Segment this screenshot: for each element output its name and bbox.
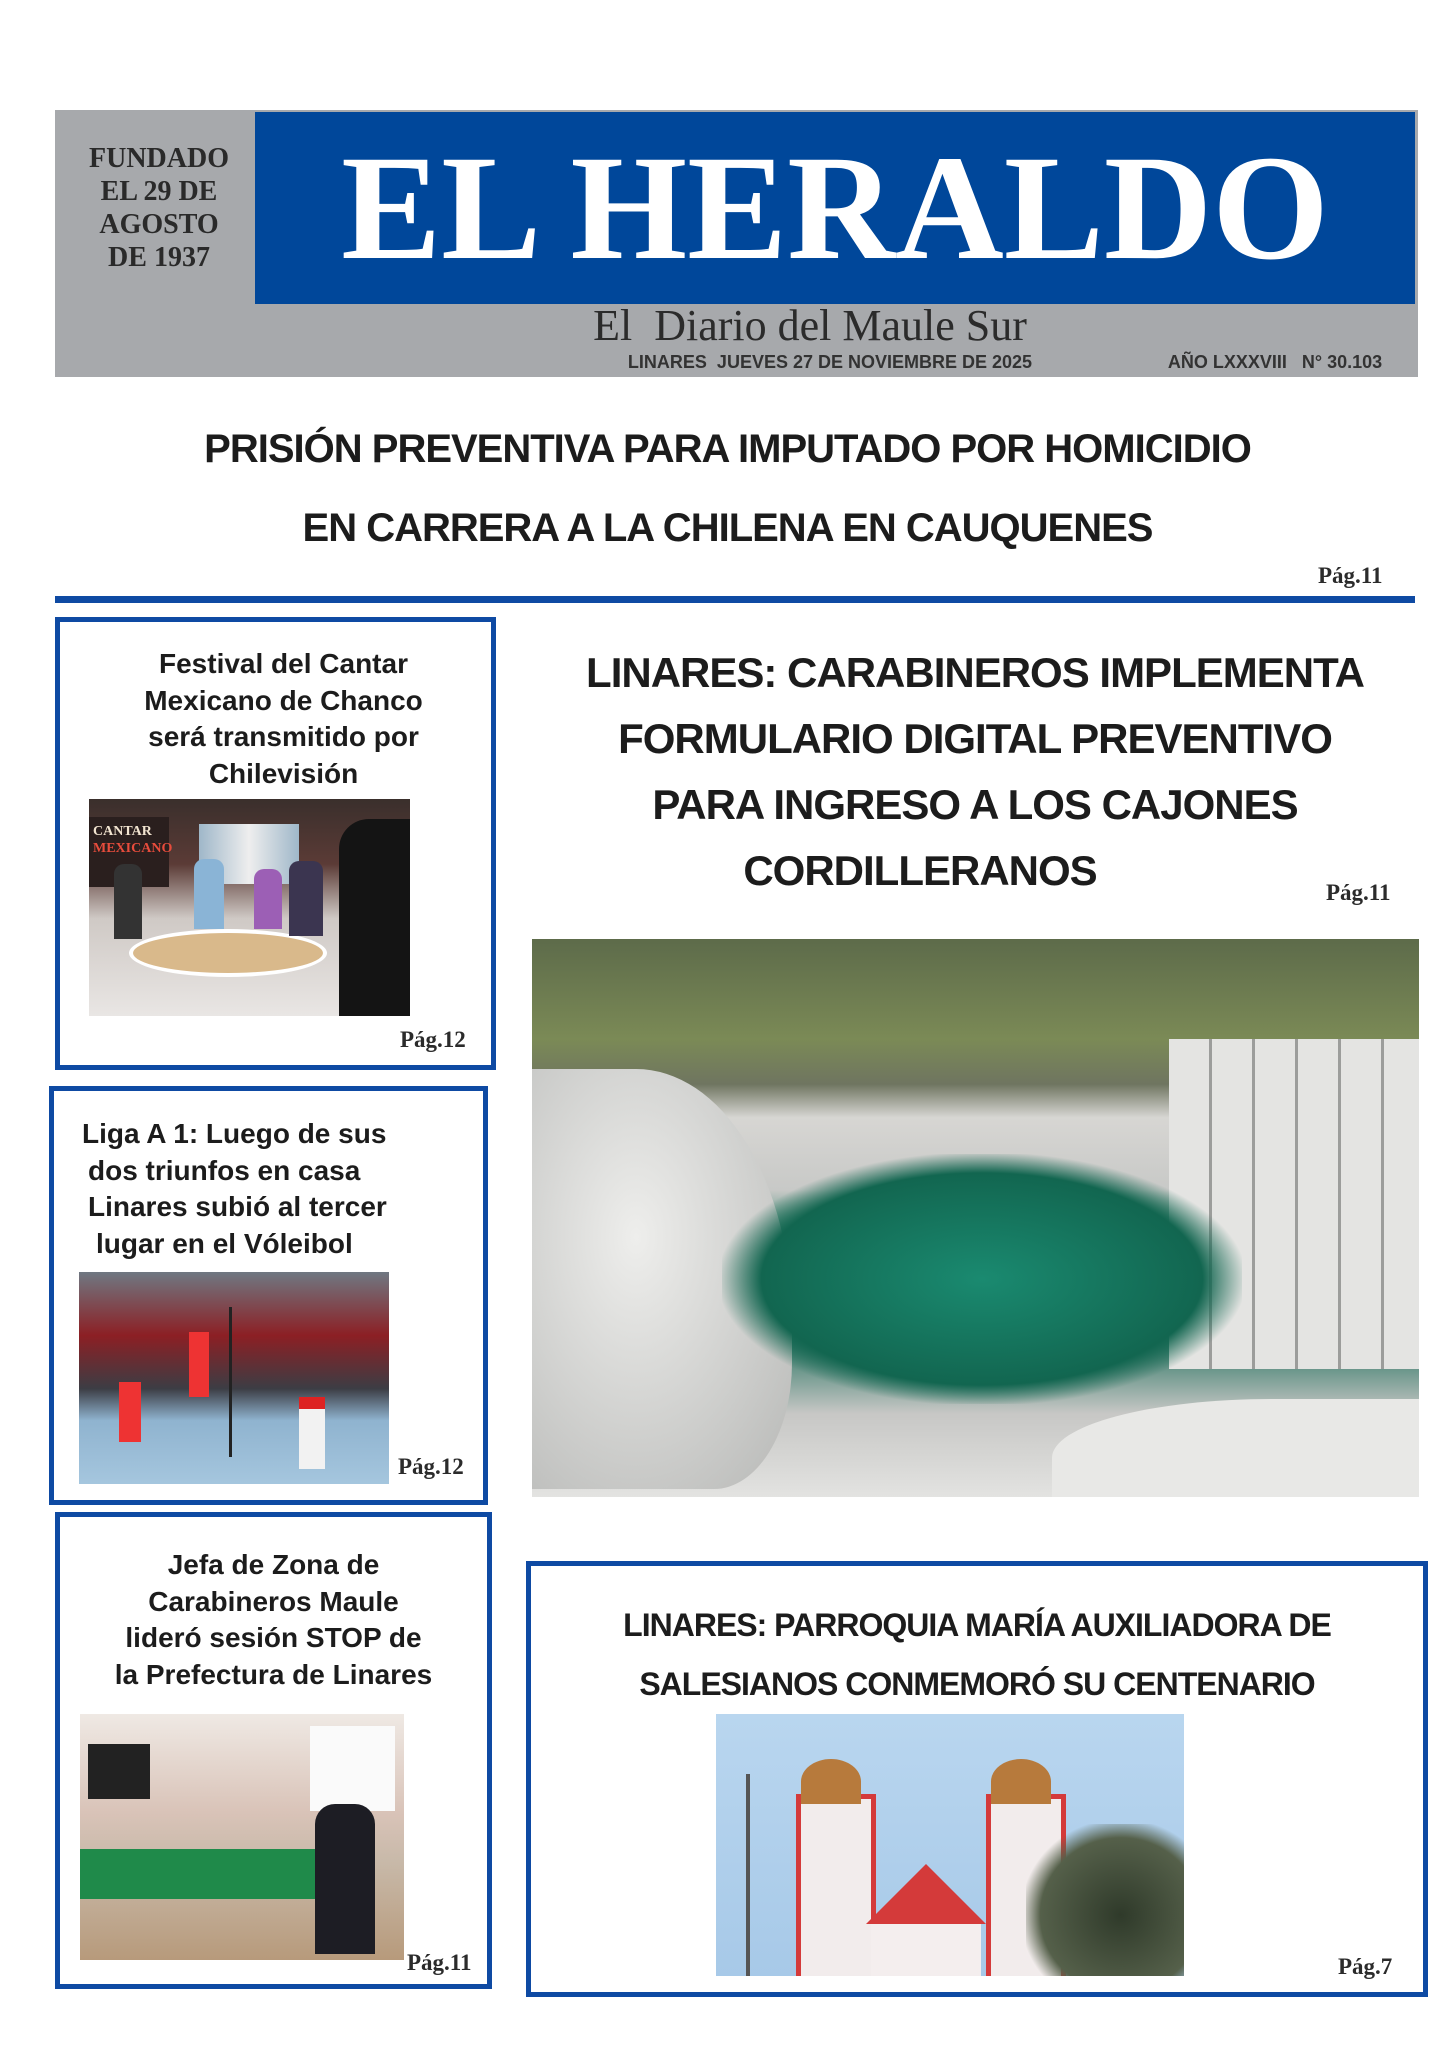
festival-logo: CANTAR MEXICANO: [93, 824, 173, 856]
sidebar-story-volleyball[interactable]: [49, 1086, 488, 1505]
church-story-headline: [531, 1596, 1423, 1714]
story-title-line: Chilevisión: [208, 757, 359, 789]
story-page: Pág.7: [1338, 1954, 1393, 1979]
lead-story-headline[interactable]: [40, 410, 1415, 568]
story-title-line: Linares subió al tercer: [88, 1191, 387, 1222]
story-title-line: Liga A 1: Luego de sus: [82, 1118, 387, 1149]
church-photo: [716, 1714, 1184, 1976]
newspaper-name: [255, 112, 1415, 304]
story-title-line: lugar en el Vóleibol: [96, 1227, 353, 1259]
headline-line: SALESIANOS CONMEMORÓ SU CENTENARIO: [639, 1666, 1315, 1702]
main-story-page: Pág.11: [1326, 880, 1391, 905]
founded-line: FUNDADO: [89, 143, 229, 174]
festival-photo: [89, 799, 410, 1016]
founded-line: EL 29 DE: [100, 176, 218, 207]
founded-line: DE 1937: [108, 242, 210, 273]
story-title-line: Festival del Cantar: [159, 648, 408, 679]
tagline: El Diario del Maule Sur: [593, 301, 1027, 350]
headline-line: FORMULARIO DIGITAL PREVENTIVO: [618, 715, 1332, 762]
story-title-line: Jefa de Zona de: [167, 1549, 380, 1580]
divider-rule: [55, 596, 1415, 603]
newspaper-name-text: EL HERALDO: [341, 125, 1329, 291]
founded-notice: [64, 142, 254, 274]
sidebar-story-festival[interactable]: [55, 617, 496, 1070]
story-title-line: la Prefectura de Linares: [114, 1658, 433, 1690]
story-page: Pág.12: [398, 1454, 464, 1479]
dateline: LINARES JUEVES 27 DE NOVIEMBRE DE 2025: [627, 352, 1033, 372]
story-title-line: será transmitido por: [148, 721, 419, 752]
headline-line: EN CARRERA A LA CHILENA EN CAUQUENES: [302, 506, 1153, 550]
river-canyon-photo: [532, 939, 1419, 1497]
headline-line: CORDILLERANOS: [743, 847, 1097, 894]
story-title-line: Carabineros Maule: [148, 1585, 399, 1617]
story-page: Pág.11: [407, 1950, 472, 1975]
headline-line: LINARES: PARROQUIA MARÍA AUXILIADORA DE: [623, 1607, 1331, 1643]
story-title-line: lideró sesión STOP de: [125, 1622, 422, 1653]
main-story-headline[interactable]: [520, 640, 1430, 904]
story-page: Pág.12: [400, 1027, 466, 1052]
meeting-photo: [80, 1714, 404, 1960]
church-story[interactable]: [526, 1561, 1428, 1997]
story-title-line: Mexicano de Chanco: [144, 684, 423, 716]
sidebar-story-carabineros[interactable]: [55, 1512, 492, 1989]
lead-story-page: Pág.11: [1318, 563, 1383, 588]
volleyball-photo: [79, 1272, 389, 1484]
story-title-line: dos triunfos en casa: [88, 1154, 361, 1186]
founded-line: AGOSTO: [99, 209, 219, 240]
headline-line: PARA INGRESO A LOS CAJONES: [652, 781, 1298, 828]
headline-line: LINARES: CARABINEROS IMPLEMENTA: [586, 649, 1364, 696]
issue-number: AÑO LXXXVIII N° 30.103: [1167, 352, 1383, 372]
headline-line: PRISIÓN PREVENTIVA PARA IMPUTADO POR HOMICIDIO: [204, 427, 1251, 471]
